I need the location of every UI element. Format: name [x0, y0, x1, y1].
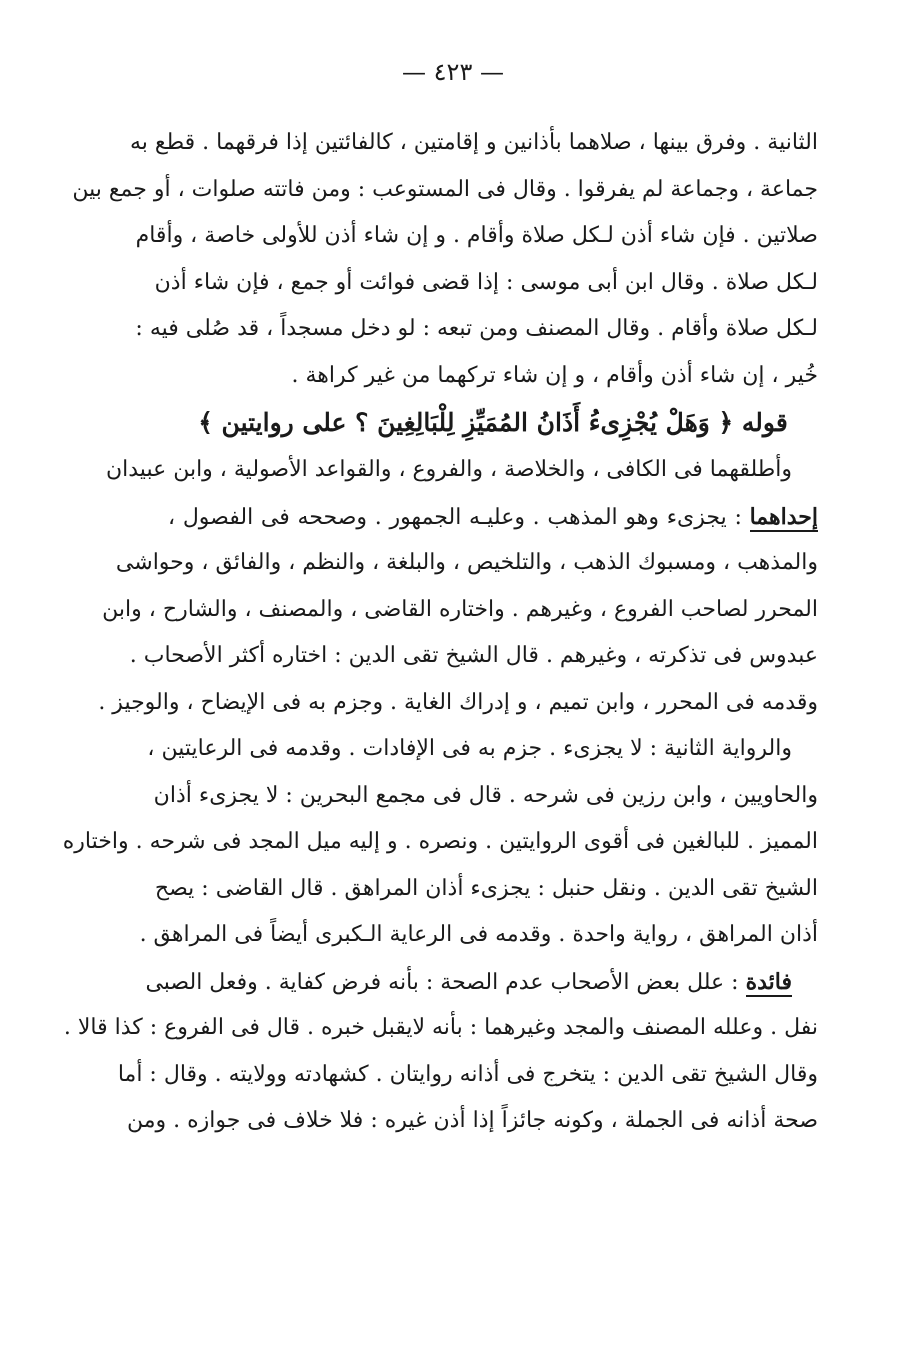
text-line-12: عبدوس فى تذكرته ، وغيرهم . قال الشيخ تقى الدين : اختاره أكثر الأصحاب .: [129, 643, 818, 668]
text-line-9-body: : يجزىء وهو المذهب . وعليـه الجمهور . وصححه فى الفصول ،: [168, 504, 750, 530]
text-line-14: والرواية الثانية : لا يجزىء . جزم به فى الإفادات . وقدمه فى الرعايتين ،: [147, 736, 792, 761]
text-line-16: المميز . للبالغين فى أقوى الروايتين . ونصره . و إليه ميل المجد فى شرحه . واختاره: [62, 829, 818, 854]
page-number: — ٤٢٣ —: [402, 58, 504, 86]
body-text: [62, 120, 818, 1145]
text-line-22: صحة أذانه فى الجملة ، وكونه جائزاً إذا أذن غيره : فلا خلاف فى جوازه . ومن: [126, 1108, 818, 1133]
text-line-2: جماعة ، وجماعة لم يفرقوا . وقال فى المستوعب : ومن فاتته صلوات ، أو جمع بين: [72, 176, 818, 202]
text-line-1: الثانية . وفرق بينها ، صلاهما بأذانين و إقامتين ، كالفائتين إذا فرقهما . قطع به: [129, 130, 818, 155]
text-line-9: [168, 494, 818, 541]
text-line-5: لـكل صلاة وأقام . وقال المصنف ومن تبعه : لو دخل مسجداً ، قد صُلى فيه :: [135, 316, 818, 341]
section-heading: قوله ﴿ وَهَلْ يُجْزِىءُ أَذَانُ المُمَيِّزِ لِلْبَالِغِينَ ؟ على روايتين ﴾: [198, 408, 788, 437]
first-narration-marker: إحداهما: [749, 503, 818, 530]
text-line-17: الشيخ تقى الدين . ونقل حنبل : يجزىء أذان المراهق . قال القاضى : يصح: [154, 875, 818, 901]
text-line-4: لـكل صلاة . وقال ابن أبى موسى : إذا قضى فوائت أو جمع ، فإن شاء أذن: [154, 269, 818, 295]
text-line-15: والحاويين ، وابن رزين فى شرحه . قال فى مجمع البحرين : لا يجزىء أذان: [153, 782, 818, 808]
text-line-6: خُير ، إن شاء أذن وأقام ، و إن شاء تركهما من غير كراهة .: [291, 362, 818, 388]
text-line-19: [145, 959, 818, 1006]
text-line-11: المحرر لصاحب الفروع ، وغيرهم . واختاره القاضى ، والمصنف ، والشارح ، وابن: [102, 596, 818, 622]
text-line-13: وقدمه فى المحرر ، وابن تميم ، و إدراك الغاية . وجزم به فى الإيضاح ، والوجيز .: [98, 689, 818, 715]
text-line-21: وقال الشيخ تقى الدين : يتخرج فى أذانه روايتان . كشهادته وولايته . وقال : أما: [117, 1061, 818, 1087]
text-line-3: صلاتين . فإن شاء أذن لـكل صلاة وأقام . و إن شاء أذن للأولى خاصة ، وأقام: [135, 223, 818, 248]
text-line-10: والمذهب ، ومسبوك الذهب ، والتلخيص ، والبلغة ، والنظم ، والفائق ، وحواشى: [115, 550, 818, 575]
text-line-18: أذان المراهق ، رواية واحدة . وقدمه فى الرعاية الـكبرى أيضاً فى المراهق .: [139, 922, 818, 947]
text-line-20: نفل . وعلله المصنف والمجد وغيرهما : بأنه لايقبل خبره . قال فى الفروع : كذا قالا .: [63, 1015, 818, 1040]
benefit-marker: فائدة: [745, 968, 792, 995]
text-line-19-body: : علل بعض الأصحاب عدم الصحة : بأنه فرض كفاية . وفعل الصبى: [145, 969, 746, 995]
text-line-8: وأطلقهما فى الكافى ، والخلاصة ، والفروع ، والقواعد الأصولية ، وابن عبيدان: [105, 457, 792, 482]
